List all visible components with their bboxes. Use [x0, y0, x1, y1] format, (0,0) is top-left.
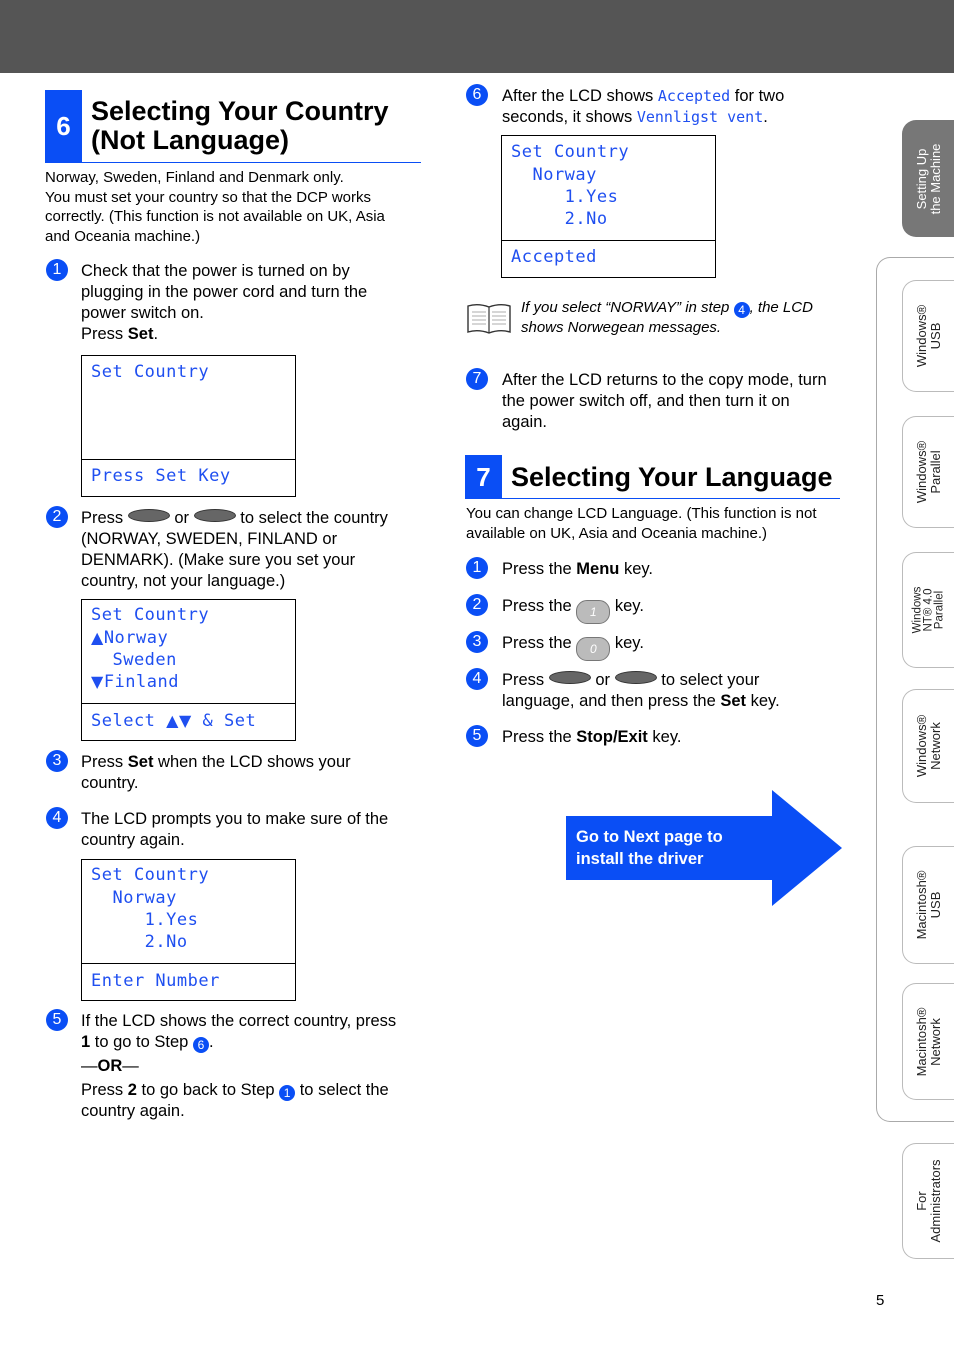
step-line: power switch on.	[81, 304, 204, 322]
intro-line: You must set your country so that the DCP works	[45, 188, 371, 206]
text: USB	[928, 891, 943, 919]
up-key-icon	[128, 509, 170, 522]
text: to select your	[661, 671, 760, 689]
step-6-number: 6	[466, 84, 488, 106]
tab-windows-parallel[interactable]	[902, 416, 954, 528]
step-reference: 1	[279, 1085, 295, 1101]
text: Finland	[103, 672, 179, 692]
text: USB	[928, 322, 943, 350]
lang-step-1-text	[502, 559, 847, 580]
note-line	[521, 298, 846, 318]
step-2-number: 2	[46, 506, 68, 528]
top-banner	[0, 0, 954, 73]
lcd-status-text	[91, 711, 256, 731]
book-note-icon	[466, 302, 512, 334]
step-reference: 6	[193, 1037, 209, 1053]
tab-for-administrators[interactable]	[902, 1143, 954, 1259]
tab-label	[915, 143, 943, 214]
arrow-line: install the driver	[576, 850, 704, 868]
lcd-line: 1.Yes	[91, 910, 199, 930]
tab-windows-network[interactable]	[902, 689, 954, 803]
lcd-status	[82, 964, 295, 1000]
lcd-status	[502, 241, 715, 277]
step-1-text	[81, 261, 421, 345]
key-2-label: 2	[127, 1081, 137, 1099]
section-6-rule	[82, 162, 421, 163]
lcd-screen	[502, 136, 715, 241]
text: Press	[81, 325, 128, 343]
page-number: 5	[876, 1292, 885, 1309]
section-7-rule	[502, 498, 840, 499]
lang-step-1-number: 1	[466, 557, 488, 579]
step-3-text	[81, 752, 421, 794]
step-5-text	[81, 1011, 426, 1122]
text: —	[122, 1057, 139, 1075]
lcd-screen	[82, 356, 295, 460]
set-key-label: Set	[127, 325, 154, 343]
text: Press	[502, 671, 545, 689]
lang-step-2-number: 2	[466, 594, 488, 616]
text: to select the country	[240, 509, 388, 527]
step-line	[81, 324, 421, 345]
down-key-icon	[615, 671, 657, 684]
lcd-status-text: Press Set Key	[91, 466, 231, 486]
text: Press the	[502, 597, 577, 615]
text: Press	[81, 753, 128, 771]
down-key-icon	[194, 509, 236, 522]
section-6-title-line2: (Not Language)	[91, 125, 289, 155]
lcd-display-3	[81, 859, 296, 1001]
text: Parallel	[928, 450, 943, 494]
text: Network	[928, 722, 943, 770]
step-line: country.	[81, 774, 139, 792]
text: to go back to Step	[136, 1081, 280, 1099]
lcd-line: Sweden	[91, 650, 177, 670]
text: Windows	[911, 586, 924, 634]
step-line	[81, 1056, 426, 1077]
tab-label	[915, 441, 943, 503]
step-line: If the LCD shows the correct country, press	[81, 1012, 397, 1030]
section-6-title-line1: Selecting Your Country	[91, 96, 389, 126]
step-line	[81, 1032, 426, 1053]
text: Press the	[502, 728, 577, 746]
section-6-title	[91, 97, 421, 155]
section-6-number: 6	[45, 90, 82, 163]
lcd-line: Norway	[91, 888, 177, 908]
step-line	[502, 670, 847, 691]
text: .	[763, 108, 768, 126]
text: key.	[647, 728, 682, 746]
text: key.	[610, 634, 644, 652]
step-line	[502, 86, 847, 107]
step-6-text	[502, 86, 847, 128]
lang-step-3-text	[502, 633, 847, 661]
note-line: shows Norwegean messages.	[521, 319, 722, 336]
stop-exit-key-label: Stop/Exit	[576, 728, 648, 746]
set-key-label: Set	[127, 753, 154, 771]
section-7-title: Selecting Your Language	[511, 462, 833, 492]
lcd-accepted-text: Accepted	[657, 87, 731, 105]
step-2-text	[81, 508, 421, 592]
text: & Set	[191, 711, 257, 731]
text: Windows®	[914, 304, 929, 368]
text: when the LCD shows your	[153, 753, 351, 771]
step-line: DENMARK). (Make sure you set your	[81, 551, 356, 569]
arrow-line: Go to Next page to	[576, 828, 723, 846]
text: language, and then press the	[502, 692, 721, 710]
step-line	[502, 691, 847, 712]
tab-macintosh-network[interactable]	[902, 983, 954, 1100]
section-6-intro	[45, 168, 425, 246]
lcd-line: Set Country	[511, 142, 630, 162]
lcd-display-2	[81, 599, 296, 741]
text: —	[81, 1057, 98, 1075]
lcd-line: 1.Yes	[511, 187, 619, 207]
lcd-line: Norway	[511, 165, 597, 185]
text: Macintosh®	[914, 870, 929, 940]
text: .	[153, 325, 159, 343]
lang-step-4-number: 4	[466, 668, 488, 690]
lcd-line: Set Country	[91, 362, 210, 382]
text: .	[208, 1033, 214, 1051]
text: seconds, it shows	[502, 108, 637, 126]
text: Norway	[103, 628, 169, 648]
step-line: (NORWAY, SWEDEN, FINLAND or	[81, 530, 338, 548]
text: for two	[730, 87, 785, 105]
lcd-vennligst-text: Vennligst vent	[636, 108, 764, 126]
note-text	[521, 298, 846, 337]
lang-step-4-text	[502, 670, 847, 712]
text: to select the	[295, 1081, 389, 1099]
lcd-display-4	[501, 135, 716, 278]
text: Windows®	[914, 440, 929, 504]
tab-setting-up[interactable]	[902, 120, 954, 237]
intro-line: available on UK, Asia and Oceania machine.)	[466, 524, 768, 542]
text: Press the	[502, 560, 577, 578]
step-line: country again.	[81, 831, 185, 849]
step-line: The LCD prompts you to make sure of the	[81, 810, 389, 828]
lcd-screen	[82, 600, 295, 704]
up-arrow-icon: ▲	[91, 628, 104, 647]
step-line	[502, 107, 847, 128]
step-line	[81, 508, 421, 529]
intro-line: correctly. (This function is not available on UK, Asia	[45, 208, 385, 225]
text: key.	[610, 597, 644, 615]
lcd-status	[82, 704, 295, 740]
step-line: After the LCD returns to the copy mode, turn	[502, 371, 827, 389]
step-7-text	[502, 370, 847, 433]
tab-label	[915, 1007, 943, 1076]
step-line	[81, 752, 421, 773]
text: NT® 4.0	[922, 588, 935, 632]
text: Press	[81, 1081, 128, 1099]
tab-label	[913, 587, 946, 634]
text: to go to Step	[90, 1033, 193, 1051]
step-line: Check that the power is turned on by	[81, 262, 350, 280]
section-7-intro	[466, 504, 846, 543]
next-page-label[interactable]	[576, 826, 766, 870]
lcd-screen	[82, 860, 295, 964]
tab-label	[915, 871, 943, 940]
step-line: again.	[502, 413, 547, 431]
step-1-number: 1	[46, 259, 68, 281]
step-3-number: 3	[46, 750, 68, 772]
text: Windows®	[914, 714, 929, 778]
intro-line: Norway, Sweden, Finland and Denmark only.	[45, 169, 344, 186]
step-4-text	[81, 809, 421, 851]
lang-step-5-text	[502, 727, 847, 748]
lcd-line: Set Country	[91, 865, 210, 885]
text: key.	[746, 692, 780, 710]
up-down-arrows-icon: ▲▼	[166, 711, 192, 730]
step-line: the power switch off, and then turn it on	[502, 392, 790, 410]
text: Network	[928, 1017, 943, 1066]
tab-label	[915, 1159, 943, 1242]
lcd-line	[91, 672, 179, 692]
set-key-label: Set	[720, 692, 747, 710]
step-5-number: 5	[46, 1009, 68, 1031]
or-label: OR	[97, 1057, 123, 1075]
text: If you select “NORWAY” in step	[521, 299, 734, 316]
text: the Machine	[928, 143, 943, 214]
lang-step-3-number: 3	[466, 631, 488, 653]
key-1-icon: 1	[576, 600, 610, 624]
text: key.	[619, 560, 654, 578]
tab-label	[915, 305, 943, 367]
text: Setting Up	[914, 148, 929, 209]
text: Parallel	[933, 590, 946, 630]
intro-line: and Oceania machine.)	[45, 227, 201, 245]
lang-step-2-text	[502, 596, 847, 624]
text: Press the	[502, 634, 577, 652]
step-line: country, not your language.)	[81, 572, 286, 590]
down-arrow-icon: ▼	[91, 672, 104, 691]
tab-macintosh-usb[interactable]	[902, 846, 954, 964]
text: or	[174, 509, 190, 527]
step-line	[81, 1080, 426, 1101]
lcd-status-text: Accepted	[511, 247, 597, 267]
step-reference: 4	[734, 302, 750, 318]
step-line: plugging in the power cord and turn the	[81, 283, 368, 301]
tab-label	[915, 715, 943, 777]
lcd-status	[82, 460, 295, 496]
text: Macintosh®	[914, 1007, 929, 1076]
text: Press	[81, 509, 124, 527]
lcd-display-1	[81, 355, 296, 497]
key-0-icon: 0	[576, 637, 610, 661]
step-line: country again.	[81, 1102, 185, 1120]
key-1-label: 1	[81, 1033, 91, 1051]
lcd-line: Set Country	[91, 605, 210, 625]
tab-windows-nt-parallel[interactable]	[902, 552, 954, 668]
step-4-number: 4	[46, 807, 68, 829]
tab-windows-usb[interactable]	[902, 280, 954, 392]
section-7-number: 7	[465, 455, 502, 499]
text: Administrators	[928, 1159, 943, 1243]
menu-key-label: Menu	[576, 560, 620, 578]
text: or	[595, 671, 611, 689]
text: , the LCD	[749, 299, 813, 316]
up-key-icon	[549, 671, 591, 684]
lcd-line	[91, 628, 168, 648]
text: For	[914, 1191, 929, 1211]
step-7-number: 7	[466, 368, 488, 390]
intro-line: You can change LCD Language. (This function is not	[466, 505, 817, 522]
text: After the LCD shows	[502, 87, 658, 105]
lcd-line: 2.No	[511, 209, 608, 229]
lcd-line: 2.No	[91, 932, 188, 952]
lcd-status-text: Enter Number	[91, 971, 220, 991]
lang-step-5-number: 5	[466, 725, 488, 747]
text: Select	[91, 711, 167, 731]
